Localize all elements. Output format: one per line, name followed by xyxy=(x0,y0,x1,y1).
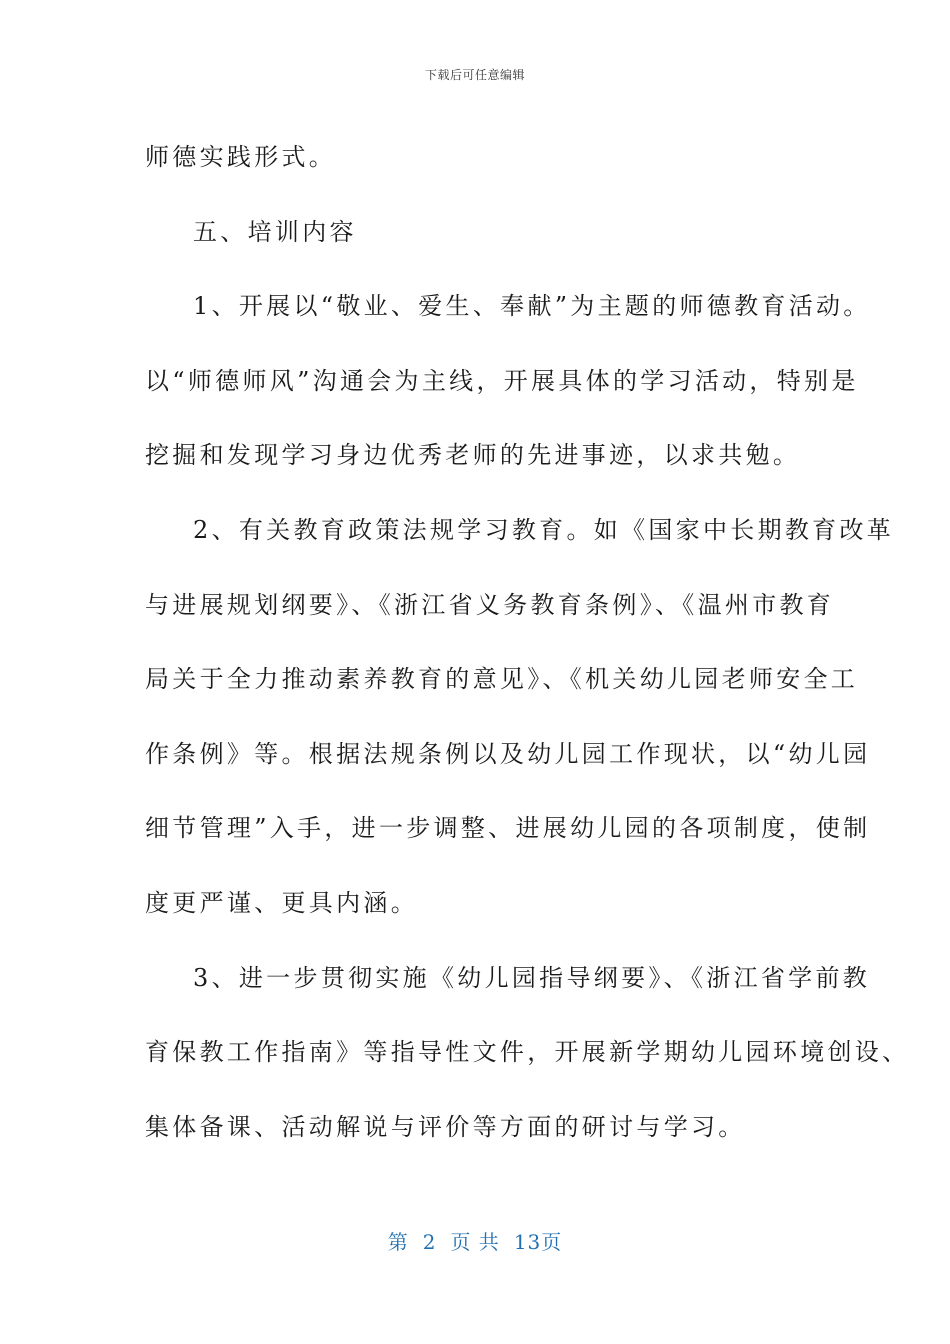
paragraph-line: 作条例》等。根据法规条例以及幼儿园工作现状，以“幼儿园 xyxy=(145,739,871,768)
body-text xyxy=(145,120,910,1164)
page-footer xyxy=(0,1226,950,1255)
page-header: 下载后可任意编辑 xyxy=(424,68,525,82)
footer-prefix: 第 xyxy=(387,1230,409,1254)
paragraph-line: 度更严谨、更具内涵。 xyxy=(145,888,418,917)
paragraph-line: 集体备课、活动解说与评价等方面的研讨与学习。 xyxy=(145,1112,746,1141)
footer-middle: 页 共 xyxy=(450,1230,500,1254)
paragraph-line: 3、进一步贯彻实施《幼儿园指导纲要》、《浙江省学前教 xyxy=(193,963,871,992)
section-heading: 五、培训内容 xyxy=(193,217,357,246)
current-page-number: 2 xyxy=(422,1230,437,1254)
paragraph-line: 与进展规划纲要》、《浙江省义务教育条例》、《温州市教育 xyxy=(145,590,835,619)
paragraph-line: 育保教工作指南》等指导性文件，开展新学期幼儿园环境创设、 xyxy=(145,1038,910,1067)
paragraph-line: 挖掘和发现学习身边优秀老师的先进事迹，以求共勉。 xyxy=(145,441,801,470)
paragraph-line: 师德实践形式。 xyxy=(145,143,337,171)
paragraph-line: 2、有关教育政策法规学习教育。如《国家中长期教育改革 xyxy=(193,515,895,544)
paragraph-line: 以“师德师风”沟通会为主线，开展具体的学习活动，特别是 xyxy=(145,366,859,395)
total-pages-number: 13 xyxy=(513,1230,542,1254)
paragraph-line: 局关于全力推动素养教育的意见》、《机关幼儿园老师安全工 xyxy=(145,665,859,694)
paragraph-line: 1、开展以“敬业、爱生、奉献”为主题的师德教育活动。 xyxy=(193,292,871,321)
paragraph-line: 细节管理”入手，进一步调整、进展幼儿园的各项制度，使制 xyxy=(145,814,871,843)
footer-suffix: 页 xyxy=(541,1230,563,1254)
